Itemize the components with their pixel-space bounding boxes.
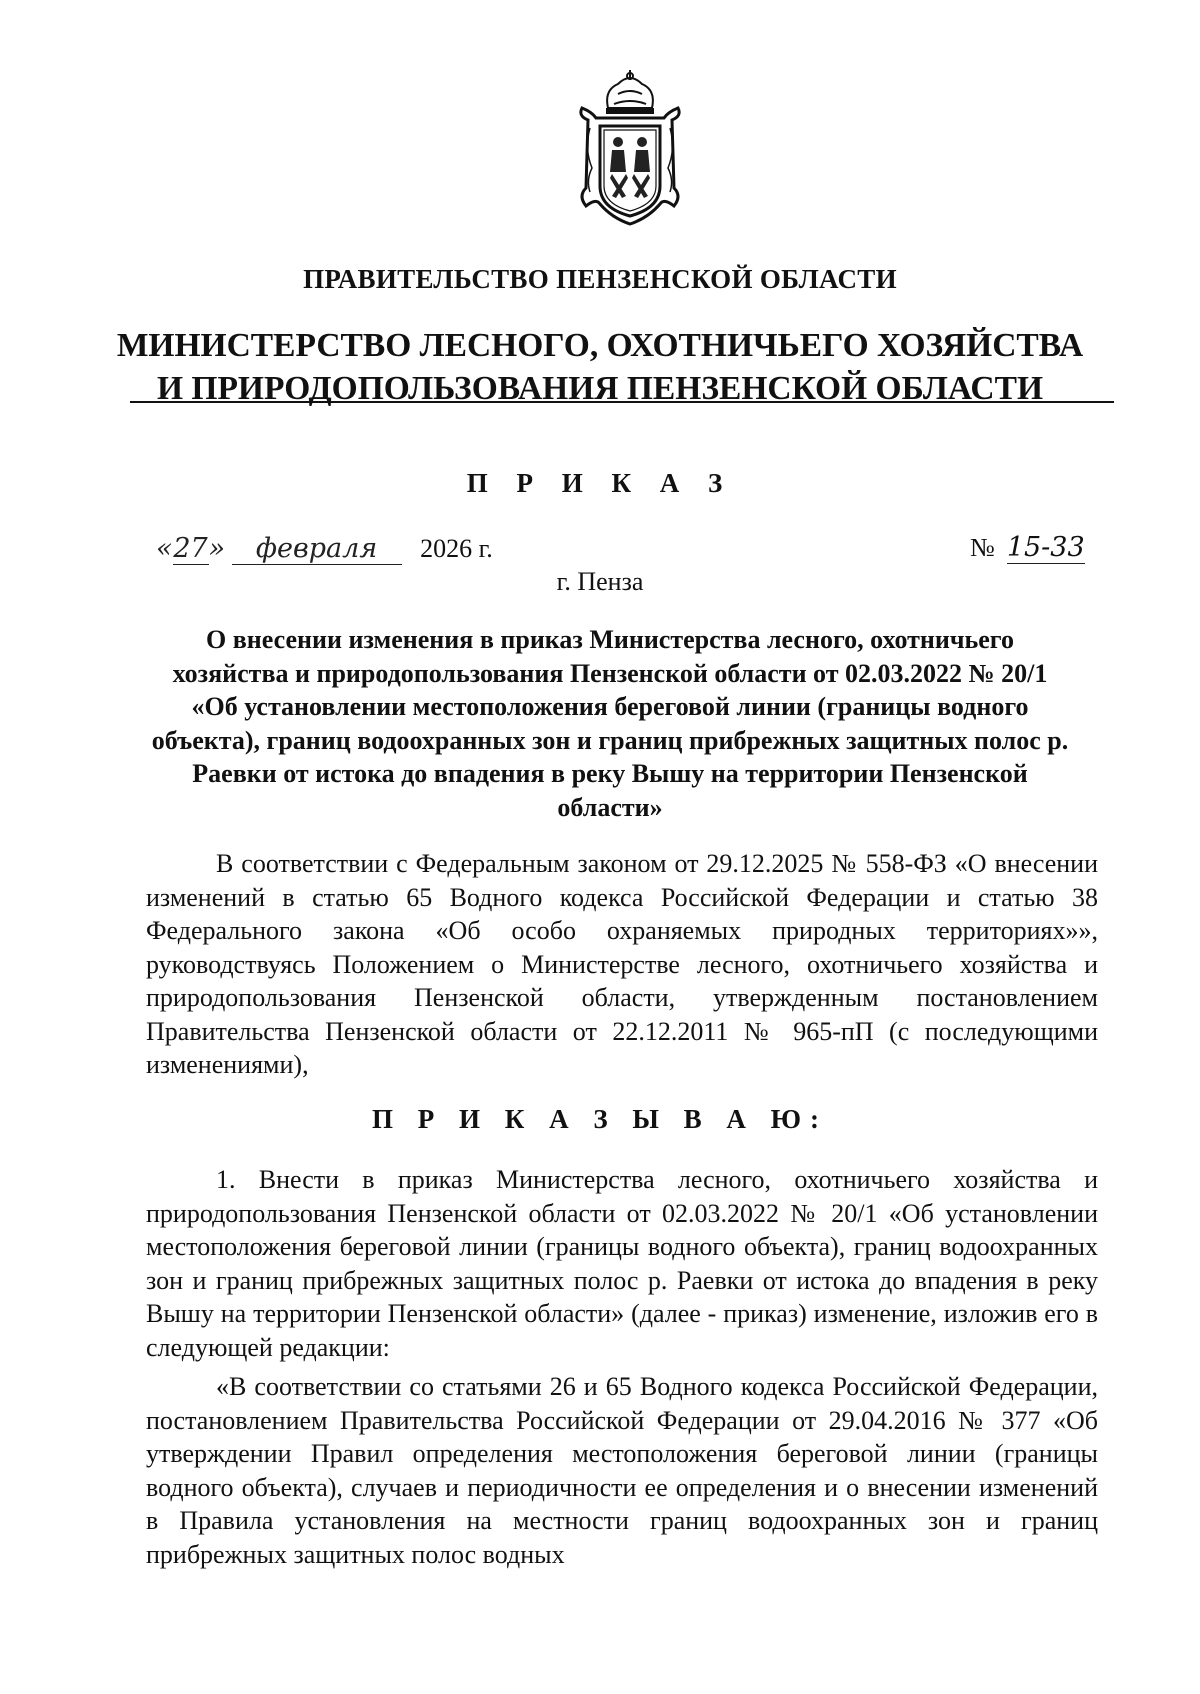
government-title: ПРАВИТЕЛЬСТВО ПЕНЗЕНСКОЙ ОБЛАСТИ <box>303 264 897 294</box>
coat-of-arms-emblem <box>574 68 686 228</box>
number-label: № <box>970 533 995 562</box>
document-number <box>970 533 1085 564</box>
document-date <box>156 533 493 565</box>
preamble-paragraph: В соответствии с Федеральным законом от 29.12.2025 № 558-ФЗ «О внесении изменений в статью 65 Водного кодекса Российской Федерации и статью 38 Федерального закона «Об особо охраняемых природных территориях»», руководствуясь Положением о Министерстве лесного, охотничьего хозяйства и природопользования Пензенской области, утвержденным постановлением Правительства Пензенской области от 22.12.2011 № 965-пП (с последующими изменениями), <box>146 849 1098 1079</box>
quoted-text-paragraph: «В соответствии со статьями 26 и 65 Водного кодекса Российской Федерации, постановлением Правительства Российской Федерации от 29.04.2016 № 377 «Об утверждении Правил определения местоположения береговой линии (границы водного объекта), случаев и периодичности ее определения и о внесении изменений в Правила установления на местности границ водоохранных зон и границ прибрежных защитных полос водных <box>146 1372 1098 1569</box>
header-divider <box>130 401 1114 403</box>
ministry-title <box>0 324 1200 410</box>
date-open-quote: « <box>156 533 173 564</box>
decree-heading: П Р И К А З Ы В А Ю: <box>372 1104 828 1134</box>
document-type: П Р И К А З <box>466 468 734 498</box>
number-value: 15-33 <box>1006 532 1085 563</box>
document-subject: О внесении изменения в приказ Министерства лесного, охотничьего хозяйства и природопользования Пензенской области от 02.03.2022 № 20/1 «Об установлении местоположения береговой линии (границы водного объекта), границ водоохранных зон и границ прибрежных защитных полос р. Раевки от истока до впадения в реку Вышу на территории Пензенской области» <box>151 625 1069 822</box>
document-city: г. Пенза <box>556 567 644 596</box>
date-day: 27 <box>173 533 208 564</box>
item-1-paragraph: 1. Внести в приказ Министерства лесного, охотничьего хозяйства и природопользования Пензенской области от 02.03.2022 № 20/1 «Об установлении местоположения береговой линии (границы водного объекта), границ водоохранных зон и границ прибрежных защитных полос р. Раевки от истока до впадения в реку Вышу на территории Пензенской области» (далее - приказ) изменение, изложив его в следующей редакции: <box>146 1165 1098 1362</box>
ministry-title-line-1: МИНИСТЕРСТВО ЛЕСНОГО, ОХОТНИЧЬЕГО ХОЗЯЙСТВА <box>116 327 1084 364</box>
date-close-quote: » <box>208 533 226 564</box>
date-year: 2026 г. <box>420 534 493 563</box>
ministry-title-line-2: И ПРИРОДОПОЛЬЗОВАНИЯ ПЕНЗЕНСКОЙ ОБЛАСТИ <box>156 370 1044 407</box>
date-month: февраля <box>232 534 402 565</box>
